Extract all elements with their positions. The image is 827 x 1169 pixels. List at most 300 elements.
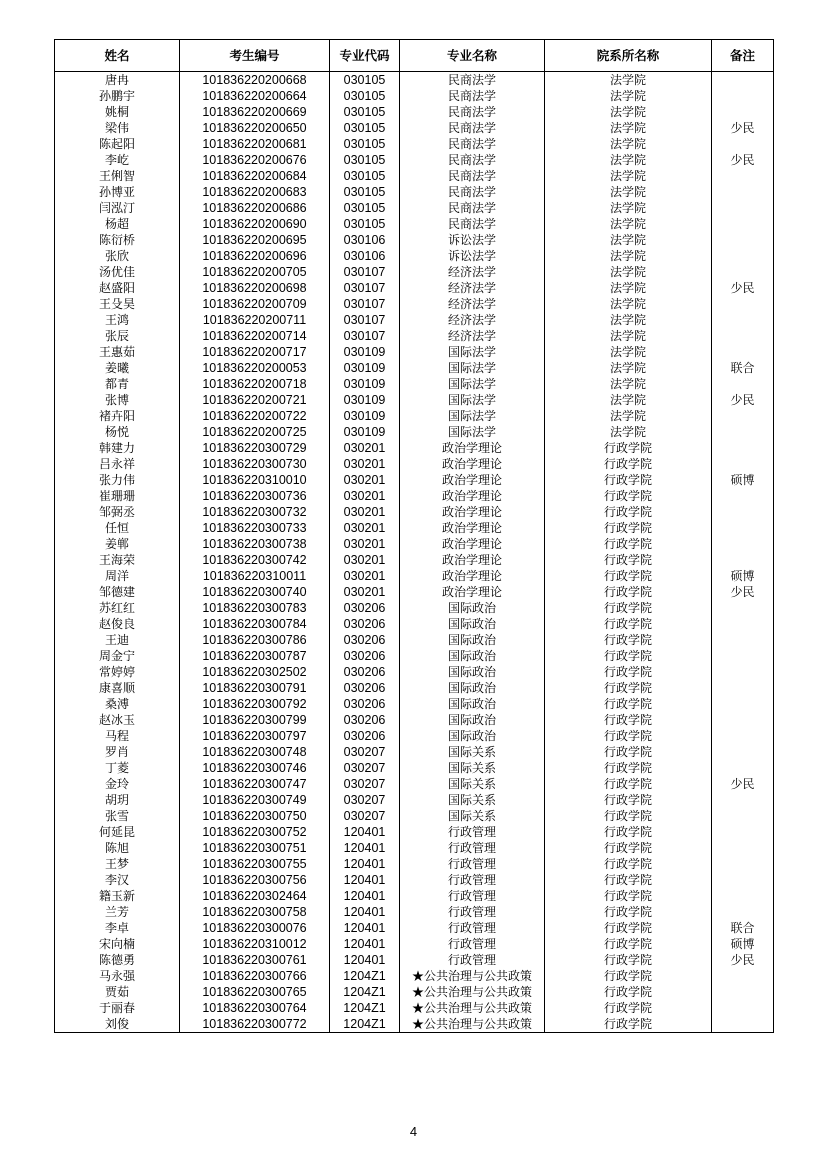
- cell-major-name: 国际关系: [400, 744, 545, 760]
- cell-remarks: [712, 872, 774, 888]
- cell-department: 行政学院: [545, 744, 712, 760]
- cell-department: 法学院: [545, 360, 712, 376]
- cell-candidate-id: 101836220200705: [180, 264, 330, 280]
- cell-remarks: [712, 520, 774, 536]
- cell-name: 王鸿: [55, 312, 180, 328]
- cell-candidate-id: 101836220200664: [180, 88, 330, 104]
- cell-major-name: 国际法学: [400, 424, 545, 440]
- cell-major-name: 国际关系: [400, 776, 545, 792]
- cell-department: 行政学院: [545, 696, 712, 712]
- cell-major-name: 国际政治: [400, 600, 545, 616]
- cell-candidate-id: 101836220302502: [180, 664, 330, 680]
- cell-name: 马程: [55, 728, 180, 744]
- cell-candidate-id: 101836220300747: [180, 776, 330, 792]
- cell-department: 法学院: [545, 248, 712, 264]
- cell-major-name: 经济法学: [400, 328, 545, 344]
- cell-major-code: 030105: [330, 152, 400, 168]
- table-row: [55, 904, 774, 920]
- cell-major-name: 行政管理: [400, 936, 545, 952]
- cell-major-code: 030207: [330, 760, 400, 776]
- cell-major-name: 民商法学: [400, 184, 545, 200]
- cell-major-name: 政治学理论: [400, 472, 545, 488]
- cell-remarks: 少民: [712, 392, 774, 408]
- cell-major-name: 行政管理: [400, 872, 545, 888]
- cell-candidate-id: 101836220300730: [180, 456, 330, 472]
- header-remarks: 备注: [712, 40, 774, 72]
- cell-remarks: [712, 824, 774, 840]
- cell-department: 行政学院: [545, 1016, 712, 1033]
- cell-candidate-id: 101836220200681: [180, 136, 330, 152]
- cell-department: 行政学院: [545, 504, 712, 520]
- admission-list-table: [54, 39, 774, 1033]
- cell-name: 张欣: [55, 248, 180, 264]
- cell-major-name: 政治学理论: [400, 584, 545, 600]
- table-row: [55, 440, 774, 456]
- cell-candidate-id: 101836220300733: [180, 520, 330, 536]
- cell-major-name: 民商法学: [400, 136, 545, 152]
- cell-remarks: [712, 344, 774, 360]
- cell-major-name: 国际关系: [400, 792, 545, 808]
- cell-major-name: 国际政治: [400, 664, 545, 680]
- cell-remarks: [712, 104, 774, 120]
- cell-remarks: 联合: [712, 360, 774, 376]
- table-row: [55, 648, 774, 664]
- cell-name: 孙博亚: [55, 184, 180, 200]
- cell-department: 法学院: [545, 296, 712, 312]
- cell-candidate-id: 101836220300755: [180, 856, 330, 872]
- cell-department: 法学院: [545, 280, 712, 296]
- cell-department: 行政学院: [545, 920, 712, 936]
- cell-remarks: [712, 728, 774, 744]
- cell-major-name: 国际法学: [400, 376, 545, 392]
- cell-candidate-id: 101836220300738: [180, 536, 330, 552]
- cell-remarks: [712, 328, 774, 344]
- cell-major-name: 诉讼法学: [400, 232, 545, 248]
- cell-candidate-id: 101836220300740: [180, 584, 330, 600]
- cell-name: 何延昆: [55, 824, 180, 840]
- cell-major-code: 030206: [330, 616, 400, 632]
- cell-name: 王俐智: [55, 168, 180, 184]
- table-row: [55, 776, 774, 792]
- header-name: 姓名: [55, 40, 180, 72]
- cell-name: 陈起阳: [55, 136, 180, 152]
- cell-major-code: 030206: [330, 696, 400, 712]
- table-row: [55, 344, 774, 360]
- cell-major-code: 030201: [330, 520, 400, 536]
- cell-major-code: 030206: [330, 600, 400, 616]
- cell-name: 都青: [55, 376, 180, 392]
- cell-department: 行政学院: [545, 712, 712, 728]
- cell-remarks: [712, 296, 774, 312]
- cell-name: 王迪: [55, 632, 180, 648]
- cell-department: 行政学院: [545, 984, 712, 1000]
- cell-candidate-id: 101836220300797: [180, 728, 330, 744]
- table-row: [55, 104, 774, 120]
- cell-department: 法学院: [545, 408, 712, 424]
- cell-name: 韩建力: [55, 440, 180, 456]
- cell-name: 籍玉新: [55, 888, 180, 904]
- cell-major-code: 030206: [330, 648, 400, 664]
- cell-name: 苏红红: [55, 600, 180, 616]
- cell-department: 行政学院: [545, 856, 712, 872]
- cell-major-name: 国际关系: [400, 808, 545, 824]
- cell-candidate-id: 101836220300765: [180, 984, 330, 1000]
- cell-department: 法学院: [545, 72, 712, 89]
- cell-remarks: [712, 168, 774, 184]
- cell-department: 行政学院: [545, 600, 712, 616]
- cell-major-name: 政治学理论: [400, 504, 545, 520]
- cell-major-name: 国际政治: [400, 632, 545, 648]
- cell-remarks: 少民: [712, 776, 774, 792]
- cell-major-code: 030109: [330, 392, 400, 408]
- table-row: [55, 920, 774, 936]
- cell-major-code: 030207: [330, 808, 400, 824]
- cell-candidate-id: 101836220300766: [180, 968, 330, 984]
- cell-department: 行政学院: [545, 616, 712, 632]
- cell-major-name: 经济法学: [400, 280, 545, 296]
- cell-name: 赵盛阳: [55, 280, 180, 296]
- cell-major-code: 030207: [330, 776, 400, 792]
- cell-major-name: 民商法学: [400, 104, 545, 120]
- cell-name: 梁伟: [55, 120, 180, 136]
- cell-name: 陈旭: [55, 840, 180, 856]
- table-row: [55, 200, 774, 216]
- cell-department: 行政学院: [545, 680, 712, 696]
- cell-remarks: [712, 376, 774, 392]
- cell-remarks: [712, 248, 774, 264]
- cell-candidate-id: 101836220200718: [180, 376, 330, 392]
- table-row: [55, 488, 774, 504]
- cell-major-code: 030207: [330, 792, 400, 808]
- cell-major-code: 1204Z1: [330, 984, 400, 1000]
- cell-major-code: 1204Z1: [330, 968, 400, 984]
- cell-major-name: 行政管理: [400, 920, 545, 936]
- cell-candidate-id: 101836220200696: [180, 248, 330, 264]
- cell-department: 行政学院: [545, 840, 712, 856]
- cell-candidate-id: 101836220200683: [180, 184, 330, 200]
- cell-candidate-id: 101836220200695: [180, 232, 330, 248]
- cell-major-code: 120401: [330, 872, 400, 888]
- cell-candidate-id: 101836220300772: [180, 1016, 330, 1033]
- cell-major-name: 民商法学: [400, 120, 545, 136]
- cell-remarks: [712, 632, 774, 648]
- cell-department: 法学院: [545, 184, 712, 200]
- cell-candidate-id: 101836220200053: [180, 360, 330, 376]
- cell-major-code: 120401: [330, 920, 400, 936]
- header-department: 院系所名称: [545, 40, 712, 72]
- cell-department: 法学院: [545, 424, 712, 440]
- table-row: [55, 632, 774, 648]
- cell-major-code: 030109: [330, 376, 400, 392]
- table-row: [55, 408, 774, 424]
- cell-name: 桑溥: [55, 696, 180, 712]
- cell-department: 法学院: [545, 200, 712, 216]
- cell-major-name: 民商法学: [400, 72, 545, 89]
- cell-major-name: 民商法学: [400, 200, 545, 216]
- cell-major-code: 1204Z1: [330, 1016, 400, 1033]
- cell-name: 张辰: [55, 328, 180, 344]
- cell-candidate-id: 101836220200721: [180, 392, 330, 408]
- table-row: [55, 184, 774, 200]
- cell-name: 胡玥: [55, 792, 180, 808]
- cell-candidate-id: 101836220310010: [180, 472, 330, 488]
- cell-major-code: 030105: [330, 72, 400, 89]
- cell-major-code: 120401: [330, 824, 400, 840]
- cell-department: 行政学院: [545, 664, 712, 680]
- cell-major-code: 120401: [330, 936, 400, 952]
- cell-candidate-id: 101836220200698: [180, 280, 330, 296]
- cell-major-code: 030201: [330, 552, 400, 568]
- cell-name: 褚卉阳: [55, 408, 180, 424]
- cell-department: 法学院: [545, 152, 712, 168]
- table-row: [55, 856, 774, 872]
- cell-name: 杨悦: [55, 424, 180, 440]
- cell-candidate-id: 101836220300783: [180, 600, 330, 616]
- cell-major-name: 国际政治: [400, 728, 545, 744]
- table-row: [55, 792, 774, 808]
- cell-major-code: 120401: [330, 856, 400, 872]
- cell-department: 行政学院: [545, 888, 712, 904]
- cell-department: 行政学院: [545, 936, 712, 952]
- cell-candidate-id: 101836220200690: [180, 216, 330, 232]
- cell-name: 陈德勇: [55, 952, 180, 968]
- cell-major-name: ★公共治理与公共政策: [400, 1016, 545, 1033]
- cell-department: 行政学院: [545, 1000, 712, 1016]
- cell-department: 行政学院: [545, 456, 712, 472]
- cell-major-code: 030107: [330, 312, 400, 328]
- table-row: [55, 424, 774, 440]
- cell-major-name: ★公共治理与公共政策: [400, 984, 545, 1000]
- cell-remarks: [712, 456, 774, 472]
- cell-name: 孙鹏宇: [55, 88, 180, 104]
- cell-remarks: [712, 696, 774, 712]
- table-row: [55, 824, 774, 840]
- cell-department: 法学院: [545, 216, 712, 232]
- cell-major-code: 030105: [330, 120, 400, 136]
- cell-name: 常婷婷: [55, 664, 180, 680]
- cell-major-code: 030105: [330, 104, 400, 120]
- cell-candidate-id: 101836220300750: [180, 808, 330, 824]
- cell-major-name: 政治学理论: [400, 520, 545, 536]
- table-row: [55, 696, 774, 712]
- table-row: [55, 552, 774, 568]
- cell-remarks: [712, 312, 774, 328]
- table-row: [55, 872, 774, 888]
- cell-department: 法学院: [545, 88, 712, 104]
- cell-major-name: 行政管理: [400, 888, 545, 904]
- cell-name: 李汉: [55, 872, 180, 888]
- cell-major-name: 政治学理论: [400, 552, 545, 568]
- cell-name: 康喜顺: [55, 680, 180, 696]
- cell-major-name: 行政管理: [400, 824, 545, 840]
- cell-major-code: 030201: [330, 536, 400, 552]
- cell-name: 张博: [55, 392, 180, 408]
- cell-major-code: 120401: [330, 840, 400, 856]
- cell-major-name: 民商法学: [400, 152, 545, 168]
- table-row: [55, 680, 774, 696]
- table-row: [55, 376, 774, 392]
- cell-major-name: ★公共治理与公共政策: [400, 1000, 545, 1016]
- cell-candidate-id: 101836220310011: [180, 568, 330, 584]
- table-row: [55, 136, 774, 152]
- cell-major-name: 民商法学: [400, 168, 545, 184]
- cell-name: 陈衍桥: [55, 232, 180, 248]
- cell-major-name: 经济法学: [400, 312, 545, 328]
- cell-major-code: 030206: [330, 728, 400, 744]
- cell-major-code: 030207: [330, 744, 400, 760]
- cell-candidate-id: 101836220200684: [180, 168, 330, 184]
- table-row: [55, 664, 774, 680]
- cell-major-code: 030107: [330, 296, 400, 312]
- table-row: [55, 392, 774, 408]
- cell-department: 行政学院: [545, 632, 712, 648]
- cell-remarks: [712, 744, 774, 760]
- cell-major-code: 120401: [330, 888, 400, 904]
- cell-name: 赵俊良: [55, 616, 180, 632]
- cell-candidate-id: 101836220200717: [180, 344, 330, 360]
- cell-name: 闫泓汀: [55, 200, 180, 216]
- cell-major-name: 国际政治: [400, 712, 545, 728]
- cell-major-code: 030109: [330, 408, 400, 424]
- cell-remarks: [712, 536, 774, 552]
- table-row: [55, 744, 774, 760]
- cell-candidate-id: 101836220302464: [180, 888, 330, 904]
- cell-name: 兰芳: [55, 904, 180, 920]
- table-row: [55, 616, 774, 632]
- cell-remarks: [712, 200, 774, 216]
- table-row: [55, 152, 774, 168]
- cell-candidate-id: 101836220300076: [180, 920, 330, 936]
- cell-name: 贾茹: [55, 984, 180, 1000]
- table-row: [55, 472, 774, 488]
- cell-name: 周洋: [55, 568, 180, 584]
- cell-name: 唐冉: [55, 72, 180, 89]
- cell-remarks: [712, 1016, 774, 1033]
- table-row: [55, 984, 774, 1000]
- table-row: [55, 600, 774, 616]
- cell-major-name: 民商法学: [400, 88, 545, 104]
- cell-remarks: 硕博: [712, 568, 774, 584]
- cell-candidate-id: 101836220200669: [180, 104, 330, 120]
- cell-name: 张雪: [55, 808, 180, 824]
- table-row: [55, 120, 774, 136]
- table-body: [55, 72, 774, 1033]
- header-major-name: 专业名称: [400, 40, 545, 72]
- cell-candidate-id: 101836220300758: [180, 904, 330, 920]
- cell-major-name: 国际法学: [400, 344, 545, 360]
- cell-major-name: 经济法学: [400, 296, 545, 312]
- cell-remarks: [712, 888, 774, 904]
- cell-name: 张力伟: [55, 472, 180, 488]
- cell-name: 王海荣: [55, 552, 180, 568]
- cell-major-code: 030206: [330, 712, 400, 728]
- cell-major-name: 行政管理: [400, 952, 545, 968]
- cell-department: 行政学院: [545, 808, 712, 824]
- cell-remarks: 少民: [712, 584, 774, 600]
- cell-candidate-id: 101836220300746: [180, 760, 330, 776]
- cell-remarks: 少民: [712, 280, 774, 296]
- table-row: [55, 168, 774, 184]
- cell-major-code: 030109: [330, 424, 400, 440]
- cell-major-code: 120401: [330, 952, 400, 968]
- cell-major-code: 030109: [330, 344, 400, 360]
- cell-name: 金玲: [55, 776, 180, 792]
- table-row: [55, 808, 774, 824]
- cell-name: 姜曦: [55, 360, 180, 376]
- cell-name: 任恒: [55, 520, 180, 536]
- cell-remarks: [712, 440, 774, 456]
- header-major-code: 专业代码: [330, 40, 400, 72]
- cell-candidate-id: 101836220300749: [180, 792, 330, 808]
- table-row: [55, 264, 774, 280]
- cell-name: 罗肖: [55, 744, 180, 760]
- cell-major-code: 030105: [330, 200, 400, 216]
- table-row: [55, 968, 774, 984]
- cell-major-code: 1204Z1: [330, 1000, 400, 1016]
- cell-department: 行政学院: [545, 584, 712, 600]
- cell-major-code: 030206: [330, 664, 400, 680]
- cell-department: 行政学院: [545, 728, 712, 744]
- cell-major-name: 国际法学: [400, 392, 545, 408]
- table-row: [55, 1000, 774, 1016]
- cell-major-name: 政治学理论: [400, 456, 545, 472]
- table-row: [55, 584, 774, 600]
- cell-department: 法学院: [545, 120, 712, 136]
- cell-candidate-id: 101836220300792: [180, 696, 330, 712]
- cell-candidate-id: 101836220300732: [180, 504, 330, 520]
- cell-remarks: [712, 408, 774, 424]
- cell-name: 周金宁: [55, 648, 180, 664]
- cell-major-code: 030206: [330, 632, 400, 648]
- cell-major-name: 行政管理: [400, 856, 545, 872]
- table-row: [55, 280, 774, 296]
- table-row: [55, 536, 774, 552]
- cell-major-code: 030107: [330, 264, 400, 280]
- cell-candidate-id: 101836220200709: [180, 296, 330, 312]
- cell-major-name: 经济法学: [400, 264, 545, 280]
- cell-department: 法学院: [545, 312, 712, 328]
- cell-major-code: 030105: [330, 136, 400, 152]
- cell-major-name: ★公共治理与公共政策: [400, 968, 545, 984]
- cell-department: 法学院: [545, 344, 712, 360]
- cell-major-name: 国际政治: [400, 648, 545, 664]
- cell-name: 邹德建: [55, 584, 180, 600]
- cell-remarks: 少民: [712, 952, 774, 968]
- table-row: [55, 296, 774, 312]
- table-row: [55, 504, 774, 520]
- cell-major-name: 政治学理论: [400, 568, 545, 584]
- cell-remarks: [712, 792, 774, 808]
- cell-major-code: 030201: [330, 472, 400, 488]
- cell-name: 姜郸: [55, 536, 180, 552]
- cell-major-code: 030107: [330, 328, 400, 344]
- cell-remarks: 少民: [712, 120, 774, 136]
- cell-major-name: 国际关系: [400, 760, 545, 776]
- cell-name: 汤优佳: [55, 264, 180, 280]
- cell-major-code: 030201: [330, 440, 400, 456]
- cell-department: 行政学院: [545, 968, 712, 984]
- cell-major-name: 民商法学: [400, 216, 545, 232]
- cell-department: 法学院: [545, 392, 712, 408]
- header-candidate-id: 考生编号: [180, 40, 330, 72]
- cell-major-code: 030106: [330, 232, 400, 248]
- cell-department: 行政学院: [545, 568, 712, 584]
- cell-candidate-id: 101836220300791: [180, 680, 330, 696]
- cell-department: 行政学院: [545, 488, 712, 504]
- cell-major-code: 030201: [330, 504, 400, 520]
- cell-major-name: 国际政治: [400, 680, 545, 696]
- cell-candidate-id: 101836220200714: [180, 328, 330, 344]
